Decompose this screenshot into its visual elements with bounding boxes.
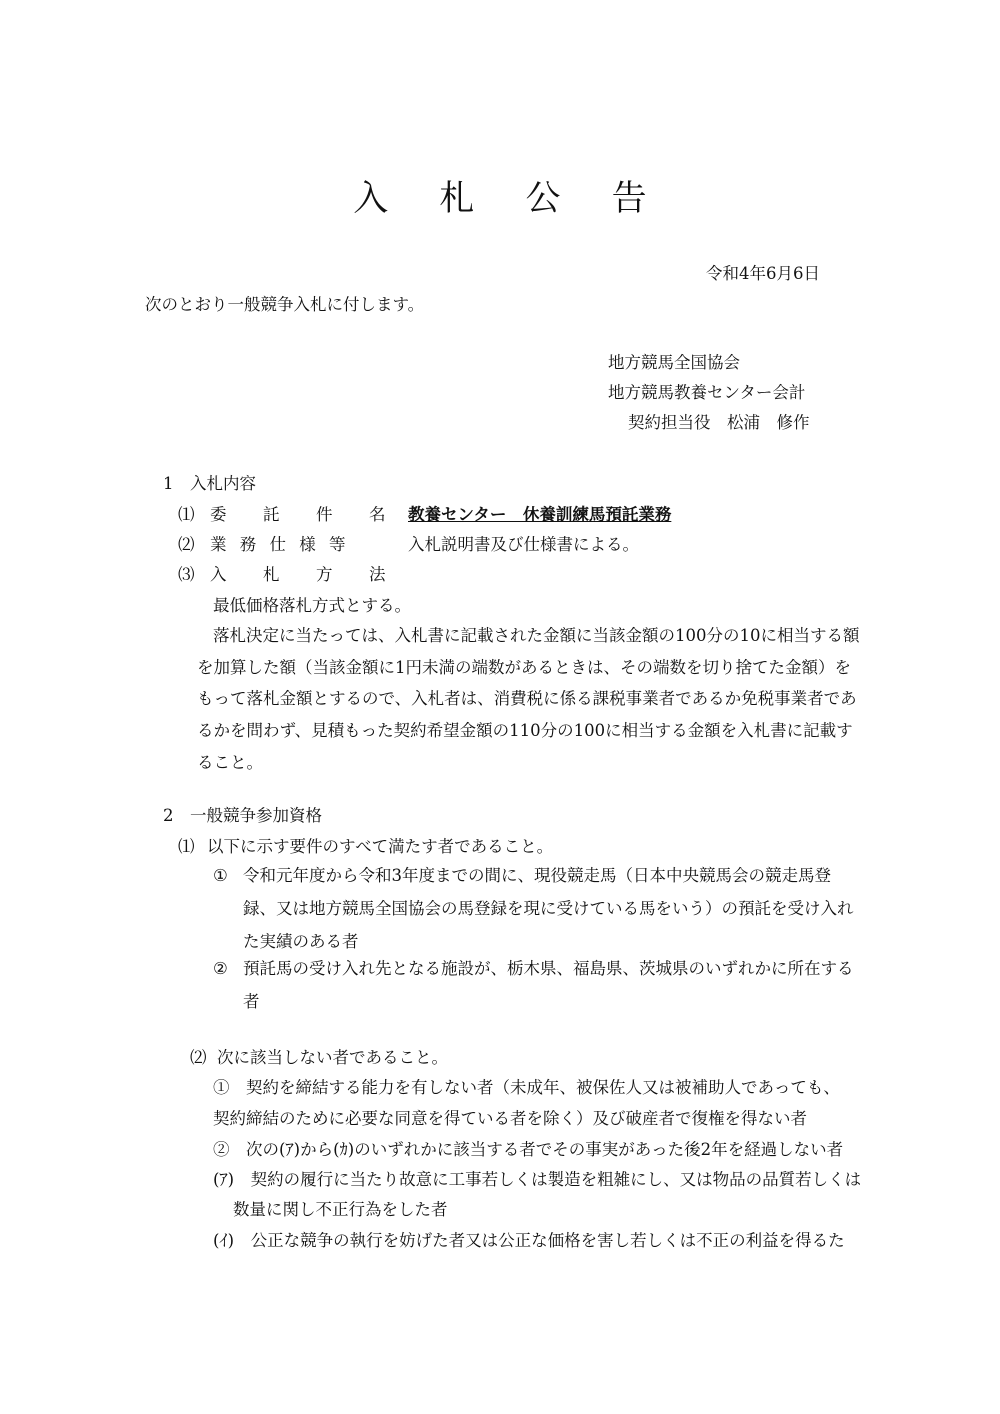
item-number: ⑵ [178,535,195,554]
method-line: 最低価格落札方式とする。 [213,596,411,615]
item-label-specs: 業 務 仕 様 等 [210,535,350,554]
sub-2-point-2: ② 次の(ｱ)から(ｶ)のいずれかに該当する者でその事実があった後2年を経過しない者 [213,1140,844,1159]
point-2-mark: ② [213,959,228,978]
item-number: ⑴ [178,505,195,524]
notice-date: 令和4年6月6日 [706,264,820,283]
item-number: ⑶ [178,565,195,584]
sub-2-number: ⑵ [190,1048,207,1067]
method-paragraph: 落札決定に当たっては、入札書に記載された金額に当該金額の100分の10に相当する額を加算した額（当該金額に1円未満の端数があるときは、その端数を切り捨てた金額）をもって落札金額とするので、入札者は、消費税に係る課税事業者であるか免税事業者であるかを問わず、見積もった契約希望金額の110分の100に相当する金額を入札書に記載すること。 [197,626,860,772]
point-2-text: 預託馬の受け入れ先となる施設が、栃木県、福島県、茨城県のいずれかに所在する者 [243,959,854,1011]
item-value-specs: 入札説明書及び仕様書による。 [408,535,639,554]
point-1-mark: ① [213,866,228,885]
item-value-contract-name: 教養センター 休養訓練馬預託業務 [408,505,672,524]
issuer-dept: 地方競馬教養センター会計 [608,383,806,402]
page-title: 入 札 公 告 [353,179,667,219]
intro-text: 次のとおり一般競争入札に付します。 [145,295,425,314]
sub-1-text: 以下に示す要件のすべて満たす者であること。 [207,837,554,856]
sub-2-point-1-line-1: ① 契約を締結する能力を有しない者（未成年、被保佐人又は被補助人であっても、 [213,1078,840,1097]
sub-2-item-a-line-1: (ｱ) 契約の履行に当たり故意に工事若しくは製造を粗雑にし、又は物品の品質若しくは [213,1170,862,1189]
sub-2-item-b-line-1: (ｲ) 公正な競争の執行を妨げた者又は公正な価格を害し若しくは不正の利益を得るた [213,1231,845,1250]
item-label-bid-method: 入 札 方 法 [210,565,396,584]
section-1-heading: 1 入札内容 [163,474,256,493]
item-label-contract-name: 委 託 件 名 [210,505,396,524]
sub-1-number: ⑴ [178,837,195,856]
sub-2-item-a-line-2: 数量に関し不正行為をした者 [233,1200,448,1219]
sub-2-point-1-line-2: 契約締結のために必要な同意を得ている者を除く）及び破産者で復権を得ない者 [213,1109,807,1128]
point-1-text: 令和元年度から令和3年度までの間に、現役競走馬（日本中央競馬会の競走馬登録、又は地方競馬全国協会の馬登録を現に受けている馬をいう）の預託を受け入れた実績のある者 [243,866,854,951]
issuer-org: 地方競馬全国協会 [608,353,740,372]
section-2-heading: 2 一般競争参加資格 [163,806,322,825]
issuer-officer: 契約担当役 松浦 修作 [628,413,810,432]
sub-2-text: 次に該当しない者であること。 [217,1048,448,1067]
